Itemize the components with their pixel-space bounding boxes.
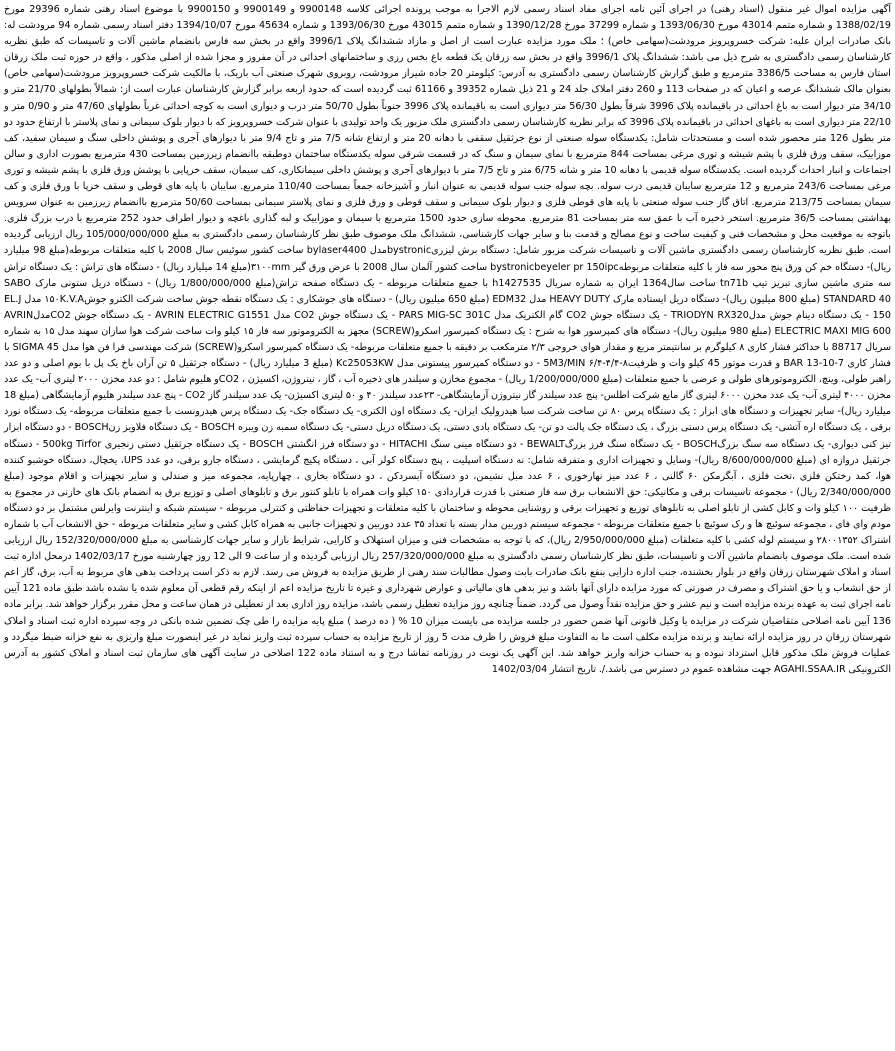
notice-body: آگهی مزایده اموال غیر منقول (اسناد رهنی) در اجرای آئین نامه اجرای مفاد اسناد رسمی لازم الاجرا به موجب پرونده اجرائی کلاسه 9900148 و 9900149 و 9900150 با موضوع اسناد رهنی شماره 29396 مورخ 1388/02/19 و شماره متمم 43014 مورخ 1393/06/30 و شماره 37299 مورخ 1390/12/28 و شماره متمم 43015 مورخ 1393/06/30 و شماره 45634 مورخ 1394/10/07 دفتر اسناد رسمی شماره 94 مرودشت له: بانک صادرات ایران علیه: شرکت خسروپرویز مرودشت(سهامی خاص) ؛ ملک مورد مزایده عبارت است از اصل و مازاد ششدانگ پلاک 3996/1 واقع در بخش سه فارس بانضمام ماشین آلات و تاسیسات که طبق نظریه کارشناسان رسمی دادگستری به شرح ذیل می باشد: ششدانگ پلاک 3996/1 واقع در بخش سه زرقان یک قطعه باغ بخس رزی و ساختمانهای احداثی در آن مفروز و مجزا شده از اصلی مذکور ، واقع در حوزه ثبت ملک زرقان استان فارس به مساحت 3386/5 مترمربع و طبق گزارش کارشناسان رسمی دادگستری به آدرس: کیلومتر 20 جاده شیراز مرودشت، روبروی شهرک صنعتی آب باریک، با مالکیت شرکت خسروپرویز مرودشت(سهامی خاص) بعنوان مالک ششدانگ عرصه و اعیان که در صفحات 113 و 260 دفتر املاک جلد 24 و 21 ذیل شماره 39352 و 61166 ثبت گردیده است که حدود اربعه برابر گزارش کارشناسان عبارت است از: شمالاً بطولهای 21/70 متر و 34/10 متر دیوار است به باغ احداثی در باقیمانده پلاک 3996 شرقاً بطول 56/30 متر دیواری است به باقیمانده پلاک 3996 جنوباً بطول 50/70 متر درب و دیواری است به کوچه احداثی غرباً بطولهای 47/60 متر و 0/90 متر و 22/10 متر دیواری است به باغهای احداثی در باقیمانده پلاک 3996 که برابر نظریه کارشناسان رسمی دادگستری ملک مزبور یک واحد تولیدی با عنوان شرکت خسروپرویز که با دیوار بلوک سیمانی و نمای پلاستر با ارتفاع حدود دو متر بطول 126 متر محصور شده است و مستحدثات شامل: یکدستگاه سوله صنعتی از نوع جرثقیل سقفی با دهانه 20 متر و ارتفاع شانه 7/5 متر و تاج 9/4 متر با دیوارهای آجری و پوشش داخلی سنگ و سیمان سفید، کف موزاییک، سقف ورق فلزی با پشم شیشه و توری مرغی بمساحت 844 مترمربع با نمای سیمان و سنگ که در قسمت شرقی سوله یکدستگاه ساختمان دوطبقه باانضمام زیرزمین بمساحت 430 مترمربع بصورت اداری و سالن اجتماعات و انبار احداث گردیده است. یکدستگاه سوله قدیمی با دهانه 10 متر و شانه 6/75 متر و تاج 7/5 متر با دیوارهای آجری و پوشش داخلی سیمانکاری، کف سیمان، سقف خرپایی با پوشش ورق فلزی با پشم شیشه و توری مرغی بمساحت 243/6 مترمربع و 12 مترمربع سایبان قدیمی درب سوله. بچه سوله جنب سوله قدیمی به عنوان انبار و آشپزخانه جمعاً بمساحت 110/40 مترمربع. سایبان با پایه های قوطی و سقف خرپا با ورق فلزی و کف سیمان بمساحت 213/75 مترمربع. اتاق گاز جنب سوله صنعتی با پایه های قوطی فلزی و دیوار بلوک سیمانی و سقف قوطی و ورق فلزی و نمای پلاستر سیمانی بمساحت 50/60 مترمربع باانضمام زیرزمین به عنوان سرویس بهداشتی بمساحت 36/5 مترمربع. استخر ذخیره آب با عمق سه متر بمساحت 81 مترمربع. محوطه سازی حدود 1500 مترمربع با سیمان و موزاییک و لبه گذاری باغچه و دیوار اطراف حدود 252 مترمربع با درب بزرگ فلزی. باتوجه به موقعیت محل و مشخصات فنی و کیفیت ساخت و نوع مصالح و قدمت بنا و سایر جهات کارشناسی، ششدانگ ملک موصوف طبق نظر کارشناسان رسمی دادگستری به مبلغ 105/000/000/000 ریال ارزیابی گردیده است. طبق نظریه کارشناسان رسمی دادگستری ماشین آلات و تاسیسات شرکت مزبور شامل: دستگاه برش لیزریbystronicمدل bylaser4400 ساخت کشور سوئیس سال 2008 با کلیه متعلقات مربوطه(مبلغ 98 میلیارد ریال)- دستگاه خم کن ورق پنج محور سه فاز با کلیه متعلقات مربوطهbystronicbeyeler pr 150ipc ساخت کشور آلمان سال 2008 با عرض ورق گیر ۳۱۰۰mm(مبلغ 14 میلیارد ریال) - دستگاه های تراش : یک دستگاه تراش سه متری ماشین سازی تبریز تیپ tn71b ساخت سال1364 ایران به شماره سریال h1427535 با جمیع متعلقات مربوطه - یک دستگاه صفحه تراش(مبلغ 1/800/000/000 ریال) - دستگاه دریل ستونی مارک SABO STANDARD 40 (مبلغ 800 میلیون ریال)- دستگاه دریل ایستاده مارک HEAVY DUTY مدل EDM32 (مبلغ 650 میلیون ریال) - دستگاه های جوشکاری : یک دستگاه نقطه جوش ساخت شرکت الکترو جوش۱۵۰K.V.A مدل EL.J 150 - یک دستگاه دینام جوش مدلTRIODYN RX320 - یک دستگاه جوش CO2 گام الکتریک مدل PARS MIG-SC 301C - یک دستگاه جوش CO2 مدل AVRIN ELECTRIC G1551 - یک دستگاه جوش CO2مدلAVRIN ELECTRIC MAXI MIG 600 (مبلغ 980 میلیون ریال)- دستگاه های کمپرسور هوا به شرح : یک دستگاه کمپرسور اسکرو(SCREW) مجهز به الکتروموتور سه فاز ۱۵ کیلو وات ساخت شرکت هوا سازان سهند مدل ۱۵ به شماره سریال 88717 با حداکثر فشار کاری ۸ کیلوگرم بر سانتیمتر مربع و مقدار هوای خروجی ۲/۳ مترمکعب بر دقیقه با جمیع متعلقات مربوطه- یک دستگاه کمپرسور اسکرو(SCREW) شرکت مهندسی فرا فن هوا مدل SIGMA 45 با فشار کاری BAR 13-10-7 و قدرت موتور 45 کیلو وات و ظرفیت۸-۴/۴-۶/۴ 5M3/MIN - دو دستگاه کمپرسور پیستونی مدل Kc250S3KW (مبلغ 3 میلیارد ریال) - دستگاه جرثقیل ۵ تن آران باخ یک پل با بوم اصلی و دو عدد راهبر طولی، وینچ، الکتروموتورهای طولی و عرضی با جمیع متعلقات (مبلغ 1/200/000/000 ریال) - مجموع مخازن و سیلندر های ذخیره آب ، گاز ، نیتروژن، اکسیژن ، CO2و هلیوم شامل : دو عدد مخزن ۲۰۰۰ لیتری آب- یک عدد مخزن ۴۰۰۰ لیتری آب- یک عدد مخزن ۶۰۰۰ لیتری گاز مایع شرکت اطلس- پنج عدد سیلندر گاز نیتروژن آزمایشگاهی- ۲۳عدد سیلندر ۴۰ و ۵۰ لیتری اکسیژن- یک عدد سیلندر گاز CO2 - پنج عدد سیلندر هلیوم آزمایشگاهی (مبلغ 18 میلیارد ریال)- سایر تجهیزات و دستگاه های ابزار : یک دستگاه پرس ۸۰ تن ساخت شرکت سبا هیدرولیک ایران- یک دستگاه اون الکتری- یک دستگاه جک- یک دستگاه پرس هیدرونست با جمیع متعلقات مربوطه- یک دستگاه نورد برقی ، یک دستگاه اره آتشی- یک دستگاه پرس دستی بزرگ ، یک دستگاه جک پالت دو تن- یک دستگاه بادی دستی، یک دستگاه دریل دستی- یک دستگاه سمبه زن ویبره BOSCH - یک دستگاه فلاویز زنBOSCH - دو دستگاه ابزار تیز کنی دیواری- یک دستگاه سه سنگ بزرگBOSCH - یک دستگاه سنگ فرز بزرگBEWALT - دو دستگاه مینی سنگ HITACHI - دو دستگاه فرز انگشتی BOSCH - یک دستگاه جرثقیل دستی زنجیری 500kg Tirfor - دستگاه جرثقیل دروازه ای (مبلغ 8/600/000/000 ریال)- وسایل و تجهیزات اداری و متفرقه شامل: نه دستگاه اسپلیت ، پنج دستگاه کولر آبی ، دستگاه پکیج گرمایشی ، دستگاه جارو برقی، دو عدد UPS، یخچال، دستگاه خوشبو کننده هوا، کمد رختکن فلزی ،تخت فلزی ، آبگرمکن ۶۰ گالنی ، ۶ عدد میز نهارخوری ، ۶ عدد مبل نشیمن، دو دستگاه آبسردکن ، دو دستگاه بخاری ، چهارپایه، مجموعه میز و صندلی و سایر تجهیزات و اقلام موجود (مبلغ 2/340/000/000 ریال) - مجموعه تاسیسات برقی و مکانیکی: حق الانشعاب برق سه فاز صنعتی با قدرت قراردادی ۱۵۰ کیلو وات همراه با تابلو کنتور برق و تابلوهای اصلی و توزیع برق به انضمام بانک های خازنی در مجموع به ظرفیت ۱۰۰ کیلو وات و کابل کشی از تابلو اصلی به تابلوهای توزیع و تجهیزات برقی و روشنایی محوطه و ساختمان با کلیه متعلقات و تجهیزات حفاظتی و کنترلی مربوطه - سیستم شبکه و اینترنت وایرلس مشتمل بر دو دستگاه مودم وای فای ، مجموعه سوئیچ ها و رک سوئیچ با جمیع متعلقات مربوطه - مجموعه سیستم دوربین مدار بسته با تعداد ۳۵ عدد دوربین و تجهیزات جانبی به همراه کابل کشی و سایر متعلقات مربوطه - حق الانشعاب آب با شماره اشتراک ۲۸۰۰۱۳۵۲ و سیستم لوله کشی با کلیه متعلقات (مبلغ 2/950/000/000 ریال)، که با توجه به مشخصات فنی و میزان استهلاک و کارایی، شرایط بازار و سایر جهات کارشناسی به مبلغ 152/320/000/000 ریال ارزیابی شده است. ملک موصوف بانضمام ماشین آلات و تاسیسات، طبق نظر کارشناسان رسمی دادگستری به مبلغ 257/320/000/000 ریال ارزیابی گردیده و از ساعت 9 الی 12 روز چهارشنبه مورخ 1402/03/17 درمحل اداره ثبت اسناد و املاک شهرستان زرقان واقع در بلوار بخشنده، جنب اداره دارایی بنفع بانک صادرات بابت وصول مطالبات سند رهنی از طریق مزایده به فروش می رسد. لازم به ذکر است پرداخت بدهی های مربوط به آب، برق، گاز اعم از حق انشعاب و یا حق اشتراک و مصرف در صورتی که مورد مزایده دارای آنها باشد و نیز بدهی های مالیاتی و عوارض شهرداری و غیره تا تاریخ مزایده اعم از اینکه رقم قطعی آن معلوم شده یا نشده باشد طبق ماده 121 آیین نامه اجرای ثبت به عهده برنده مزایده است و نیم عشر و حق مزایده نقداً وصول می گردد. ضمناً چنانچه روز مزایده تعطیل رسمی باشد، مزایده روز اداری بعد از تعطیلی در همان ساعت و محل مقرر برگزار خواهد شد. برابر ماده 136 آیین نامه اصلاحی متقاضیان شرکت در مزایده یا وکیل قانونی آنها ضمن حضور در جلسه مزایده می بایست میزان 10 % ( ده درصد ) مبلغ پایه مزایده را طی چک تضمین شده بانکی در وجه سپرده اداره ثبت اسناد و املاک شهرستان زرقان در روز مزایده ارائه نمایند و برنده مزایده مکلف است ما به التفاوت مبلغ فروش را ظرف مدت 5 روز از تاریخ مزایده به حساب سپرده ثبت واریز نماید در غیر اینصورت مبلغ واریزی به نفع خزانه ضبط میگردد و عملیات فروش ملک مذکور قابل استرداد نبوده و به حساب خزانه واریز خواهد شد. این آگهی یک نوبت در روزنامه تماشا درج و به استناد ماده 122 اصلاحی در سایت آگهی های سازمان ثبت اسناد و املاک کشور به آدرس الکترونیکی AGAHI.SSAA.IR جهت مشاهده عموم در دسترس می باشد./. تاریخ انتشار 1402/03/04 [4,4,892,675]
